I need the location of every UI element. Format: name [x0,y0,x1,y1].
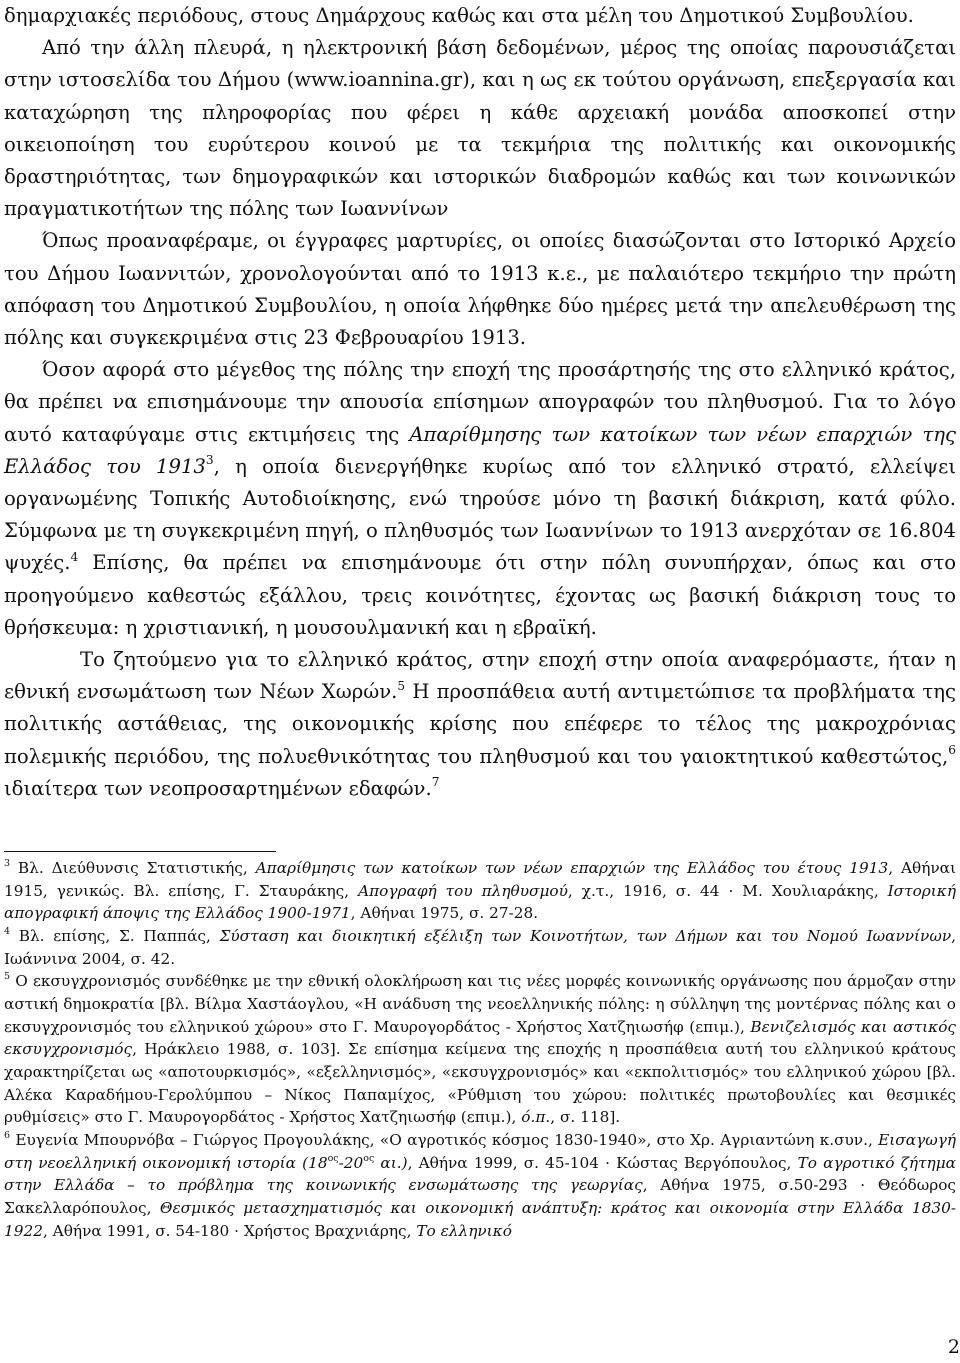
text-run: Ευγενία Μπουρνόβα – Γιώργος Προγουλάκης, «Ο αγροτικός κόσμος 1830-1940», στο Χρ. Αγριαντώνη κ.συν., [10,1130,879,1149]
text-run: , Αθήναι 1975, σ. 27-28. [350,904,539,923]
paragraph [4,644,956,805]
footnote-marker: 6 [948,742,956,757]
italic-text: Θεσμικός μετασχηματισμός και οικονομική ανάπτυξη: κράτος και οικονομία στην Ελλάδα 1830-1922 [4,1198,957,1240]
text-run: , χ.τ., 1916, σ. 44 · Μ. Χουλιαράκης, [567,881,888,900]
italic-text: αι.) [374,1153,408,1172]
footnote-marker: 4 [70,549,79,564]
text-run: , σ. 118]. [550,1108,621,1127]
italic-text: Σύσταση και διοικητική εξέλιξη των Κοινοτήτων, των Δήμων και του Νομού Ιωαννίνων [219,926,952,945]
footnote [4,970,956,1129]
text-run: Το ζητούμενο για το ελληνικό κράτος, στην εποχή στην οποία αναφερόμαστε, ήταν η εθνική ενσωμάτωση των Νέων Χωρών. [4,648,956,704]
text-run: Επίσης, θα πρέπει να επισημάνουμε ότι στην πόλη συνυπήρχαν, όπως και στο προηγούμενο καθεστώς εξάλλου, τρεις κοινότητες, έχοντας ως βασική διάκριση τους το θρήσκευμα: η χριστιανική, η μουσουλμανική και η εβραϊκή. [4,551,956,639]
italic-text: Βενιζελισμός και αστικός εκσυγχρονισμός [4,1017,956,1059]
text-run: , Ιωάννινα 2004, σ. 42. [4,926,956,968]
footnote-marker: ος [327,1152,339,1164]
text-run: Από την άλλη πλευρά, η ηλεκτρονική βάση δεδομένων, μέρος της οποίας παρουσιάζεται στην ιστοσελίδα του Δήμου (www.ioannina.gr), και η ως εκ τούτου οργάνωση, επεξεργασία και καταχώρηση της πληροφορίας που φέρει η κάθε αρχειακή μονάδα αποσκοπεί στην οικειοποίηση του ευρύτερου κοινού με τα τεκμήρια της πολιτικής και οικονομικής δραστηριότητας, των δημογραφικών και ιστορικών διαδρομών καθώς και των κοινωνικών πραγματικοτήτων της πόλης των Ιωαννίνων [4,36,956,221]
text-run: , Αθήνα 1991, σ. 54-180 · Χρήστος Βραχνιάρης, [42,1221,417,1240]
text-run: Βλ. Διεύθυνσις Στατιστικής, [10,859,256,877]
italic-text: Εισαγωγή στη νεοελληνική οικονομική ιστορία (18 [4,1130,956,1172]
footnote [4,857,956,925]
page-number: 2 [947,1336,960,1358]
footnote-marker: 7 [431,775,440,790]
text-run: , η οποία διενεργήθηκε κυρίως από τον ελληνικό στρατό, ελλείψει οργανωμένης Τοπικής Αυτοδιοίκησης, ενώ τηρούσε μόνο τη βασική διάκριση, κατά φύλο. Σύμφωνα με τη συγκεκριμένη πηγή, ο πληθυσμός των Ιωαννίνων το 1913 ανερχόταν σε 16.804 ψυχές. [4,454,956,575]
text-run: , Αθήνα 1999, σ. 45-104 · Κώστας Βεργόπουλος, [407,1153,798,1172]
footnotes [4,857,956,1242]
footnote-marker: 5 [397,678,406,693]
paragraph [4,0,956,32]
text-run: Η προσπάθεια αυτή αντιμετώπισε τα προβλήματα της πολιτικής αστάθειας, της οικονομικής κρίσης που επέφερε το τέλος της μακροχρόνιας πολεμικής περιόδου, της πολυεθνικότητας του πληθυσμού και του γαιοκτητικού καθεστώτος, [4,680,956,768]
footnote-separator [4,851,276,852]
paragraph [4,225,956,354]
italic-text: Το αγροτικό ζήτημα στην Ελλάδα – το πρόβλημα της κοινωνικής ενσωμάτωσης της γεωργίας [4,1153,956,1195]
italic-text: Απαρίθμησις των κατοίκων των νέων επαρχιών της Ελλάδος του έτους 1913 [255,859,889,877]
text-run: , Αθήνα 1975, σ.50-293 · Θεόδωρος Σακελλαρόπουλος, [4,1176,956,1217]
paragraph [4,32,956,225]
text-run: Όσον αφορά στο μέγεθος της πόλης την εποχή της προσάρτησής της στο ελληνικό κράτος, θα πρέπει να επισημάνουμε την απουσία επίσημων απογραφών του πληθυσμού. Για το λόγο αυτό καταφύγαμε στις εκτιμήσεις της [4,358,956,446]
footnote [4,1129,956,1242]
text-run: ιδιαίτερα των νεοπροσαρτημένων εδαφών. [4,776,432,800]
italic-text: ό.π. [521,1108,551,1127]
text-run: , Αθήναι 1915, γενικώς. Βλ. επίσης, Γ. Σταυράκης, [4,859,956,900]
italic-text: Απογραφή του πληθυσμού [358,881,568,900]
text-run: δημαρχιακές περιόδους, στους Δημάρχους καθώς και στα μέλη του Δημοτικού Συμβουλίου. [4,4,914,27]
paragraph [4,354,956,644]
italic-text: Απαρίθμησης των κατοίκων των νέων επαρχιών της Ελλάδος του 1913 [4,422,957,478]
text-run: , Ηράκλειο 1988, σ. 103]. Σε επίσημα κείμενα της εποχής η προσπάθεια αυτή του ελληνικού κράτους χαρακτηρίζεται ως «αποτουρκισμός», «εξελληνισμός», «εκσυγχρονισμός» και «εκπολιτισμός» του ελληνικού χώρου [βλ. Αλέκα Καραδήμου-Γερολύμπου – Νίκος Παπαμίχος, «Ρύθμιση του χώρου: πολιτικές πρωτοβουλίες και θεσμικές ρυθμίσεις» στο Γ. Μαυρογορδάτος - Χρήστος Χατζηιωσήφ (επιμ.), [4,1040,956,1127]
footnote-marker: 5 [4,971,11,983]
main-text [4,0,956,805]
footnote-marker: 3 [205,453,214,468]
italic-text: Ιστορική απογραφική άποψις της Ελλάδος 1900-1971 [4,881,956,923]
footnote-marker: ος [363,1152,375,1164]
text-run: Ο εκσυγχρονισμός συνδέθηκε με την εθνική ολοκλήρωση και τις νέες μορφές κοινωνικής οργάνωσης που άρμοζαν στην αστική δημοκρατία [βλ. Βίλμα Χαστάογλου, «Η ανάδυση της νεοελληνικής πόλης: η σύλληψη της μοντέρνας πόλης και ο εκσυγχρονισμός του ελληνικού χώρου» στο Γ. Μαυρογορδάτος - Χρήστος Χατζηιωσήφ (επιμ.), [4,972,956,1036]
footnote-marker: 4 [4,925,11,937]
footnote [4,925,956,970]
italic-text: -20 [338,1153,364,1172]
text-run: Όπως προαναφέραμε, οι έγγραφες μαρτυρίες, οι οποίες διασώζονται στο Ιστορικό Αρχείο του Δήμου Ιωαννιτών, χρονολογούνται από το 1913 κ.ε., με παλαιότερο τεκμήριο την πρώτη απόφαση του Δημοτικού Συμβουλίου, η οποία λήφθηκε δύο ημέρες μετά την απελευθέρωση της πόλης και συγκεκριμένα στις 23 Φεβρουαρίου 1913. [4,229,956,350]
footnote-marker: 6 [4,1129,11,1141]
footnote-marker: 3 [4,857,11,869]
text-run: Βλ. επίσης, Σ. Παππάς, [10,926,220,945]
italic-text: Το ελληνικό [416,1221,512,1240]
